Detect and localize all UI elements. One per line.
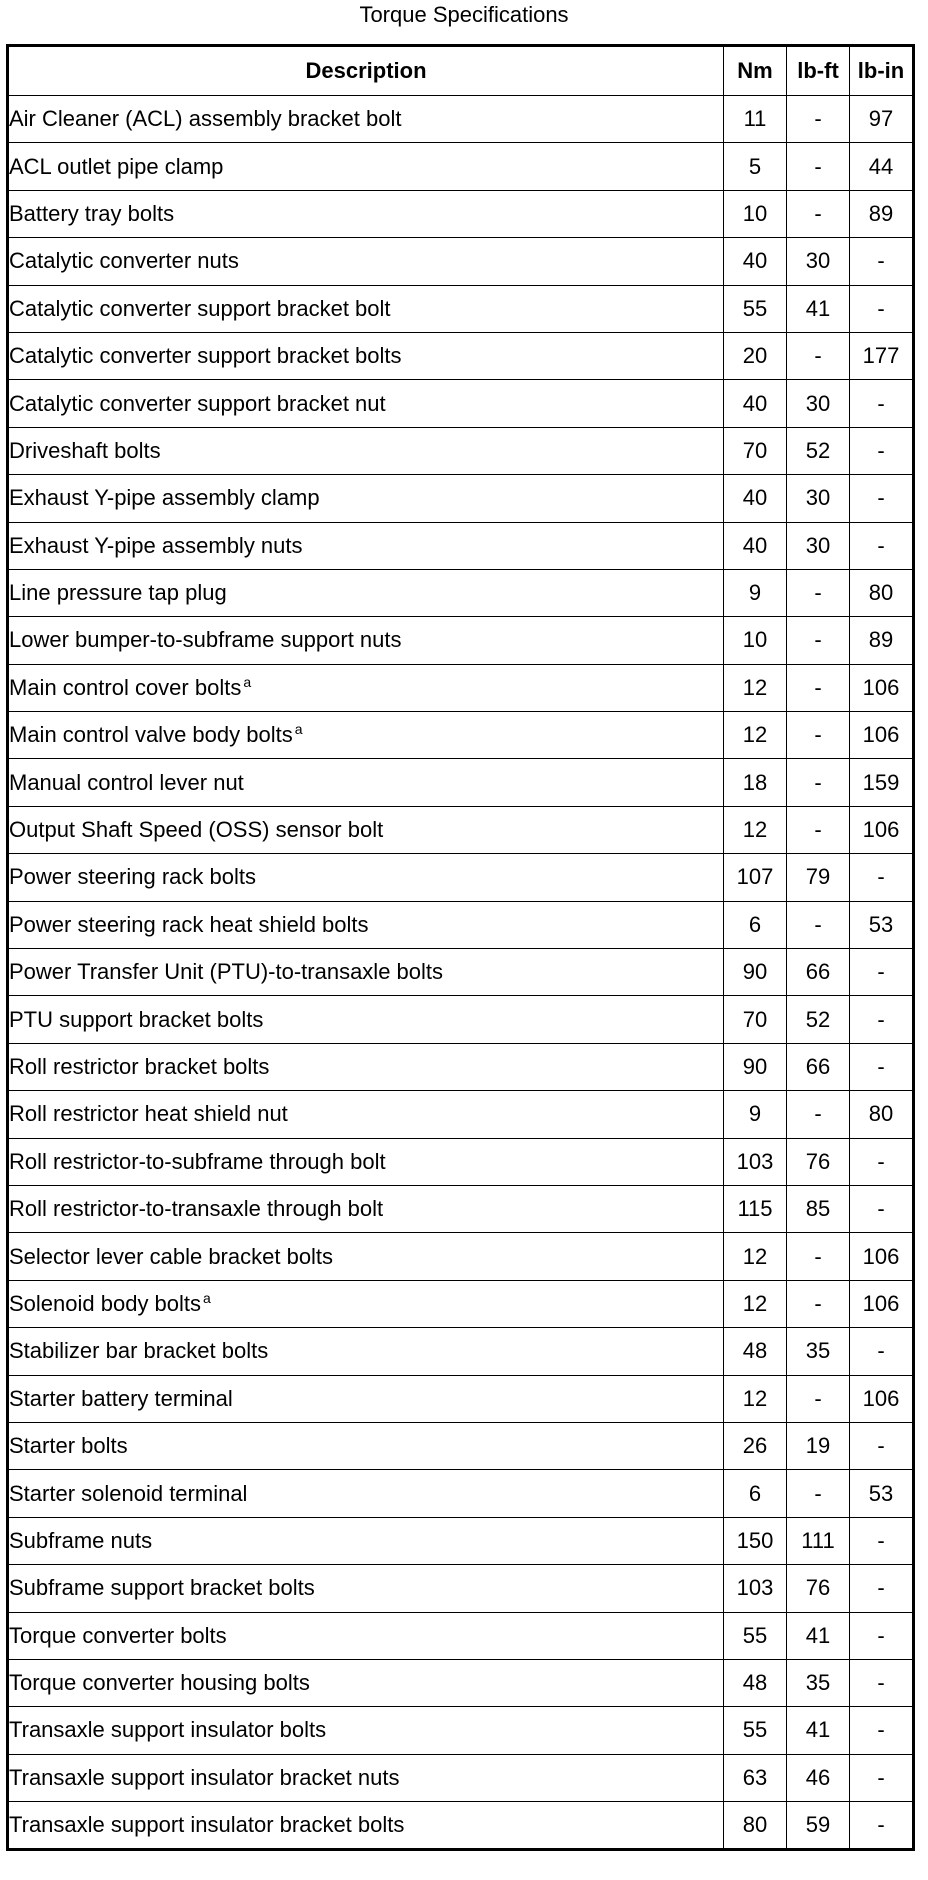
lbft-cell: 79 — [787, 854, 850, 901]
nm-cell: 12 — [724, 1233, 787, 1280]
description-text: Roll restrictor-to-subframe through bolt — [9, 1148, 386, 1174]
description-text: Solenoid body bolts — [9, 1290, 202, 1316]
description-cell — [8, 1375, 724, 1422]
lbin-cell: 89 — [850, 190, 914, 237]
nm-cell: 9 — [724, 569, 787, 616]
lbft-cell: 111 — [787, 1517, 850, 1564]
table-row — [8, 569, 914, 616]
nm-cell: 12 — [724, 664, 787, 711]
lbft-cell: 41 — [787, 285, 850, 332]
description-cell — [8, 806, 724, 853]
description-cell — [8, 475, 724, 522]
lbin-cell: - — [850, 949, 914, 996]
description-cell — [8, 854, 724, 901]
column-header-lbft: lb-ft — [787, 46, 850, 96]
page-title: Torque Specifications — [359, 2, 569, 27]
table-row — [8, 1470, 914, 1517]
description-text: Torque converter housing bolts — [9, 1670, 310, 1696]
column-header-description: Description — [8, 46, 724, 96]
lbin-cell: 44 — [850, 143, 914, 190]
nm-cell: 55 — [724, 285, 787, 332]
column-header-nm: Nm — [724, 46, 787, 96]
lbft-cell: 35 — [787, 1659, 850, 1706]
table-row — [8, 806, 914, 853]
description-text: Roll restrictor-to-transaxle through bolt — [9, 1196, 384, 1222]
nm-cell: 150 — [724, 1517, 787, 1564]
lbin-cell: 80 — [850, 569, 914, 616]
table-row — [8, 1612, 914, 1659]
lbin-cell: - — [850, 522, 914, 569]
table-row — [8, 1185, 914, 1232]
lbft-cell: - — [787, 569, 850, 616]
description-text: Starter battery terminal — [9, 1385, 233, 1411]
nm-cell: 70 — [724, 996, 787, 1043]
lbft-cell: - — [787, 1091, 850, 1138]
lbin-cell: - — [850, 1328, 914, 1375]
description-cell — [8, 1422, 724, 1469]
nm-cell: 40 — [724, 238, 787, 285]
table-row — [8, 380, 914, 427]
description-text: Selector lever cable bracket bolts — [9, 1243, 334, 1269]
table-row — [8, 427, 914, 474]
table-row — [8, 712, 914, 759]
description-cell — [8, 1517, 724, 1564]
description-text: Subframe support bracket bolts — [9, 1575, 315, 1601]
description-text: Subframe nuts — [9, 1527, 153, 1553]
table-body — [8, 96, 914, 1850]
lbin-cell: 89 — [850, 617, 914, 664]
description-text: Output Shaft Speed (OSS) sensor bolt — [9, 817, 384, 843]
lbft-cell: 41 — [787, 1707, 850, 1754]
lbft-cell: - — [787, 806, 850, 853]
description-text: Transaxle support insulator bracket nuts — [9, 1764, 400, 1790]
lbft-cell: 30 — [787, 475, 850, 522]
nm-cell: 48 — [724, 1328, 787, 1375]
lbin-cell: - — [850, 1707, 914, 1754]
table-row — [8, 1659, 914, 1706]
nm-cell: 9 — [724, 1091, 787, 1138]
header-row — [8, 46, 914, 96]
lbft-cell: - — [787, 190, 850, 237]
description-cell — [8, 1185, 724, 1232]
table-row — [8, 1802, 914, 1850]
nm-cell: 90 — [724, 1043, 787, 1090]
description-text: Power Transfer Unit (PTU)-to-transaxle bolts — [9, 959, 444, 985]
nm-cell: 90 — [724, 949, 787, 996]
description-cell — [8, 901, 724, 948]
nm-cell: 12 — [724, 1280, 787, 1327]
nm-cell: 40 — [724, 475, 787, 522]
lbft-cell: 59 — [787, 1802, 850, 1850]
nm-cell: 48 — [724, 1659, 787, 1706]
nm-cell: 55 — [724, 1707, 787, 1754]
nm-cell: 10 — [724, 617, 787, 664]
table-row — [8, 759, 914, 806]
description-cell — [8, 569, 724, 616]
table-row — [8, 1233, 914, 1280]
table-row — [8, 1138, 914, 1185]
description-text: Torque converter bolts — [9, 1622, 227, 1648]
description-text: Exhaust Y-pipe assembly nuts — [9, 532, 303, 558]
description-text: Starter solenoid terminal — [9, 1480, 248, 1506]
nm-cell: 5 — [724, 143, 787, 190]
description-cell — [8, 143, 724, 190]
table-row — [8, 854, 914, 901]
lbft-cell: - — [787, 143, 850, 190]
lbin-cell: 106 — [850, 1233, 914, 1280]
nm-cell: 20 — [724, 332, 787, 379]
nm-cell: 11 — [724, 96, 787, 143]
lbft-cell: - — [787, 1280, 850, 1327]
nm-cell: 12 — [724, 712, 787, 759]
table-row — [8, 949, 914, 996]
description-cell — [8, 759, 724, 806]
lbin-cell: - — [850, 1517, 914, 1564]
lbin-cell: - — [850, 1043, 914, 1090]
footnote-marker: a — [243, 673, 252, 690]
lbft-cell: 66 — [787, 1043, 850, 1090]
lbft-cell: - — [787, 759, 850, 806]
lbin-cell: 106 — [850, 1280, 914, 1327]
description-cell — [8, 96, 724, 143]
lbft-cell: 46 — [787, 1754, 850, 1801]
description-text: Line pressure tap plug — [9, 580, 227, 606]
description-cell — [8, 712, 724, 759]
table-row — [8, 522, 914, 569]
description-cell — [8, 1802, 724, 1850]
lbft-cell: 52 — [787, 427, 850, 474]
lbin-cell: - — [850, 854, 914, 901]
description-cell — [8, 522, 724, 569]
nm-cell: 6 — [724, 901, 787, 948]
table-row — [8, 617, 914, 664]
nm-cell: 40 — [724, 522, 787, 569]
lbin-cell: - — [850, 1565, 914, 1612]
lbft-cell: - — [787, 1375, 850, 1422]
footnote-marker: a — [294, 721, 303, 738]
description-text: Stabilizer bar bracket bolts — [9, 1338, 269, 1364]
table-row — [8, 1091, 914, 1138]
table-row — [8, 190, 914, 237]
description-text: Driveshaft bolts — [9, 437, 161, 463]
lbin-cell: 106 — [850, 664, 914, 711]
description-cell — [8, 617, 724, 664]
description-text: Catalytic converter nuts — [9, 248, 239, 274]
lbin-cell: 106 — [850, 1375, 914, 1422]
lbft-cell: 35 — [787, 1328, 850, 1375]
nm-cell: 6 — [724, 1470, 787, 1517]
lbin-cell: 97 — [850, 96, 914, 143]
lbin-cell: - — [850, 427, 914, 474]
description-cell — [8, 1612, 724, 1659]
description-cell — [8, 1043, 724, 1090]
lbft-cell: 76 — [787, 1138, 850, 1185]
lbin-cell: 53 — [850, 901, 914, 948]
description-cell — [8, 190, 724, 237]
nm-cell: 26 — [724, 1422, 787, 1469]
table-row — [8, 901, 914, 948]
lbin-cell: - — [850, 1659, 914, 1706]
nm-cell: 10 — [724, 190, 787, 237]
description-cell — [8, 1328, 724, 1375]
table-row — [8, 996, 914, 1043]
lbin-cell: 177 — [850, 332, 914, 379]
description-text: Catalytic converter support bracket bolts — [9, 343, 402, 369]
description-text: Catalytic converter support bracket nut — [9, 390, 386, 416]
lbin-cell: - — [850, 285, 914, 332]
description-text: Catalytic converter support bracket bolt — [9, 295, 391, 321]
description-cell — [8, 1470, 724, 1517]
table-row — [8, 96, 914, 143]
lbft-cell: 66 — [787, 949, 850, 996]
table-row — [8, 1328, 914, 1375]
lbin-cell: - — [850, 1612, 914, 1659]
lbin-cell: - — [850, 475, 914, 522]
table-row — [8, 143, 914, 190]
lbin-cell: - — [850, 1422, 914, 1469]
table-row — [8, 664, 914, 711]
description-cell — [8, 1659, 724, 1706]
table-row — [8, 285, 914, 332]
lbft-cell: 41 — [787, 1612, 850, 1659]
description-cell — [8, 427, 724, 474]
lbin-cell: - — [850, 238, 914, 285]
description-text: Roll restrictor heat shield nut — [9, 1101, 288, 1127]
lbft-cell: - — [787, 96, 850, 143]
nm-cell: 12 — [724, 806, 787, 853]
table-row — [8, 1565, 914, 1612]
lbin-cell: 159 — [850, 759, 914, 806]
lbft-cell: 52 — [787, 996, 850, 1043]
nm-cell: 115 — [724, 1185, 787, 1232]
lbft-cell: - — [787, 332, 850, 379]
nm-cell: 103 — [724, 1565, 787, 1612]
lbin-cell: - — [850, 1754, 914, 1801]
description-cell — [8, 1754, 724, 1801]
table-row — [8, 1754, 914, 1801]
nm-cell: 103 — [724, 1138, 787, 1185]
table-row — [8, 1280, 914, 1327]
description-cell — [8, 1138, 724, 1185]
description-text: Air Cleaner (ACL) assembly bracket bolt — [9, 106, 402, 132]
description-cell — [8, 949, 724, 996]
description-text: ACL outlet pipe clamp — [9, 153, 224, 179]
nm-cell: 80 — [724, 1802, 787, 1850]
table-row — [8, 1517, 914, 1564]
description-cell — [8, 1233, 724, 1280]
nm-cell: 18 — [724, 759, 787, 806]
footnote-marker: a — [203, 1289, 211, 1306]
table-row — [8, 1707, 914, 1754]
nm-cell: 55 — [724, 1612, 787, 1659]
description-cell — [8, 332, 724, 379]
description-text: Exhaust Y-pipe assembly clamp — [9, 485, 320, 511]
description-cell — [8, 664, 724, 711]
description-cell — [8, 380, 724, 427]
description-text: Power steering rack bolts — [9, 864, 256, 890]
nm-cell: 70 — [724, 427, 787, 474]
description-cell — [8, 1091, 724, 1138]
lbft-cell: - — [787, 712, 850, 759]
lbft-cell: 30 — [787, 522, 850, 569]
nm-cell: 12 — [724, 1375, 787, 1422]
description-text: Transaxle support insulator bolts — [9, 1717, 327, 1743]
lbft-cell: 30 — [787, 380, 850, 427]
lbft-cell: - — [787, 664, 850, 711]
torque-spec-table — [6, 44, 915, 1851]
lbft-cell: - — [787, 617, 850, 664]
lbin-cell: 80 — [850, 1091, 914, 1138]
table-row — [8, 1043, 914, 1090]
nm-cell: 40 — [724, 380, 787, 427]
lbin-cell: - — [850, 380, 914, 427]
table-row — [8, 238, 914, 285]
description-cell — [8, 1707, 724, 1754]
lbin-cell: 53 — [850, 1470, 914, 1517]
lbin-cell: - — [850, 1802, 914, 1850]
description-cell — [8, 1565, 724, 1612]
lbin-cell: - — [850, 1138, 914, 1185]
column-header-lbin: lb-in — [850, 46, 914, 96]
description-text: Battery tray bolts — [9, 200, 175, 226]
description-cell — [8, 238, 724, 285]
lbft-cell: 76 — [787, 1565, 850, 1612]
table-row — [8, 1422, 914, 1469]
lbft-cell: 85 — [787, 1185, 850, 1232]
table-row — [8, 1375, 914, 1422]
description-cell — [8, 1280, 724, 1327]
description-text: Manual control lever nut — [9, 769, 244, 795]
lbft-cell: - — [787, 1470, 850, 1517]
description-text: Transaxle support insulator bracket bolts — [9, 1812, 405, 1838]
lbin-cell: - — [850, 1185, 914, 1232]
description-text: Lower bumper-to-subframe support nuts — [9, 627, 402, 653]
lbin-cell: - — [850, 996, 914, 1043]
lbft-cell: 19 — [787, 1422, 850, 1469]
table-row — [8, 332, 914, 379]
description-text: Starter bolts — [9, 1433, 128, 1459]
nm-cell: 107 — [724, 854, 787, 901]
lbft-cell: - — [787, 901, 850, 948]
nm-cell: 63 — [724, 1754, 787, 1801]
table-row — [8, 475, 914, 522]
lbin-cell: 106 — [850, 806, 914, 853]
description-text: Main control valve body bolts — [9, 722, 293, 748]
description-cell — [8, 996, 724, 1043]
lbin-cell: 106 — [850, 712, 914, 759]
description-text: Power steering rack heat shield bolts — [9, 911, 369, 937]
description-cell — [8, 285, 724, 332]
description-text: Main control cover bolts — [9, 674, 242, 700]
lbft-cell: - — [787, 1233, 850, 1280]
description-text: Roll restrictor bracket bolts — [9, 1054, 270, 1079]
description-text: PTU support bracket bolts — [9, 1006, 264, 1032]
lbft-cell: 30 — [787, 238, 850, 285]
